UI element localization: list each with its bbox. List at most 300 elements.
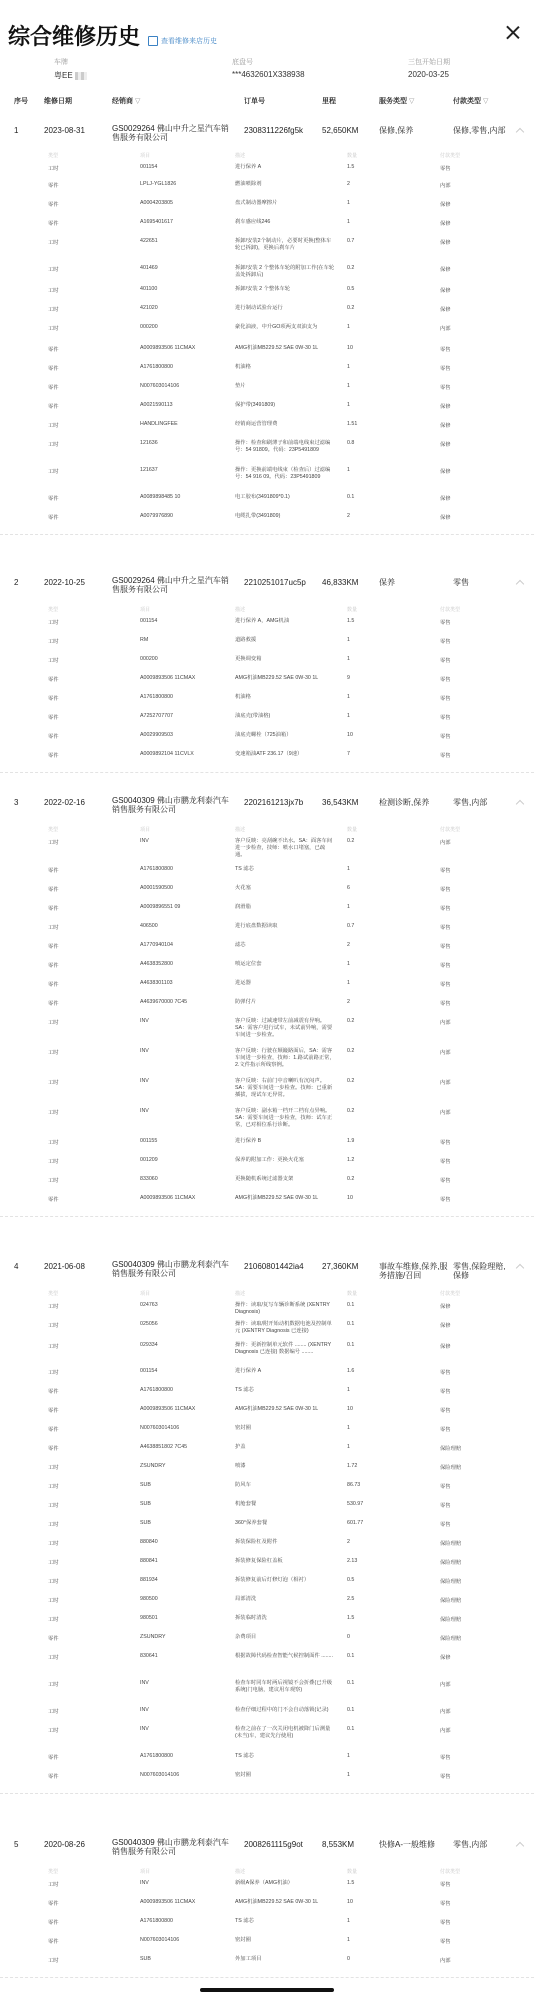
item-qty: 1.5 <box>347 1615 355 1621</box>
item-desc: 操作：读取/复写车辆诊断系统 (XENTRY Diagnosis) <box>235 1302 330 1315</box>
item-item: A4639670000 7C45 <box>140 999 188 1005</box>
item-desc: 拆装临时清洗 <box>235 1615 267 1621</box>
item-col-type: 类型 <box>48 153 59 159</box>
item-pay: 保险理赔 <box>440 1465 462 1471</box>
item-col-desc: 描述 <box>235 153 246 159</box>
item-item: SUB <box>140 1520 151 1526</box>
item-qty: 1.51 <box>347 421 358 427</box>
item-type: 零件 <box>48 982 59 988</box>
item-item: A0004203805 <box>140 200 173 206</box>
item-col-qty: 数量 <box>347 827 358 833</box>
item-type: 工时 <box>48 469 59 475</box>
item-item: INV <box>140 1018 149 1024</box>
item-item: ZSUNDRY <box>140 1463 166 1469</box>
item-pay: 零售 <box>440 1901 451 1907</box>
item-item: A0001590500 <box>140 885 173 891</box>
item-pay: 零售 <box>440 734 451 740</box>
item-col-type: 类型 <box>48 607 59 613</box>
item-pay: 内部 <box>440 1020 451 1026</box>
item-pay: 零售 <box>440 868 451 874</box>
item-col-item: 项目 <box>140 1291 151 1297</box>
item-item: 024763 <box>140 1302 158 1308</box>
item-desc: 护盖 <box>235 1444 246 1450</box>
item-item: HANDLINGFEE <box>140 421 178 427</box>
item-item: N007603014106 <box>140 1937 180 1943</box>
item-type: 工时 <box>48 1882 59 1888</box>
item-type: 零件 <box>48 202 59 208</box>
item-pay: 保险理赔 <box>440 1560 462 1566</box>
filter-icon[interactable]: ▽ <box>483 98 489 105</box>
item-desc: 拆卸/安装2个制动片，必要时更换(整体车轮已拆卸)，更换后刹车片 <box>235 238 332 251</box>
record-dealer: GS0029264 佛山中升之星汽车销售服务有限公司 <box>112 124 229 142</box>
item-desc: 机舱套餐 <box>235 1501 257 1507</box>
item-desc: 操作：更换前端电线束（检查后）过滤编号：54 916 09。代码：23P5491809 <box>235 467 331 480</box>
item-pay: 零售 <box>440 925 451 931</box>
record-order-number: 2210251017uc5p <box>244 578 306 587</box>
item-desc: 机油格 <box>235 694 251 700</box>
item-qty: 1 <box>347 200 350 206</box>
item-type: 零件 <box>48 1197 59 1203</box>
record-payment-type: 保修,零售,内部 <box>453 126 506 135</box>
item-type: 工时 <box>48 267 59 273</box>
page-header <box>0 0 534 55</box>
filter-icon[interactable]: ▽ <box>409 98 415 105</box>
item-desc: 检查车时同车时两后视镜不会折叠(已升级系统)门电脑，建议用车观察) <box>235 1680 333 1693</box>
item-qty: 1 <box>347 694 350 700</box>
item-desc: 防风车 <box>235 1482 251 1488</box>
item-desc: 客户反映：过减速带左前减震有异响。SA：需客户进行试车，未试前异响，需要车间进一步检查。 <box>235 1018 333 1038</box>
item-pay: 内部 <box>440 1728 451 1734</box>
col-date: 维修日期 <box>44 98 72 105</box>
item-item: 121636 <box>140 440 158 446</box>
item-type: 零件 <box>48 753 59 759</box>
item-type: 零件 <box>48 496 59 502</box>
item-qty: 1 <box>347 1444 350 1450</box>
item-item: 980501 <box>140 1615 158 1621</box>
record-divider <box>0 772 534 773</box>
item-qty: 9 <box>347 675 350 681</box>
item-qty: 1 <box>347 219 350 225</box>
record-date: 2021-06-08 <box>44 1262 85 1271</box>
item-col-desc: 描述 <box>235 827 246 833</box>
item-type: 工时 <box>48 1178 59 1184</box>
item-item: 880841 <box>140 1558 158 1564</box>
item-item: SUB <box>140 1482 151 1488</box>
item-type: 工时 <box>48 1080 59 1086</box>
item-qty: 0.1 <box>347 1707 355 1713</box>
item-qty: 1.5 <box>347 618 355 624</box>
item-desc: 拆装修复前后灯修灯泡（相衬） <box>235 1577 310 1583</box>
item-desc: 操作：读取/附开始动机数据电池及控制单元 (XENTRY Diagnosis 已连接) <box>235 1321 332 1334</box>
filter-icon[interactable]: ▽ <box>135 98 141 105</box>
item-pay: 保修 <box>440 267 451 273</box>
item-type: 工时 <box>48 423 59 429</box>
item-desc: 拆卸/安装 2 个整体车轮的附加工作(在车轮盖处拆卸后) <box>235 265 335 278</box>
item-qty: 0.1 <box>347 494 355 500</box>
item-type: 零件 <box>48 1901 59 1907</box>
item-desc: 客户反映：右前门中音喇叭有沉闷声。SA：需要车间进一步检查。技师：已重新插拔，现试车无异常。 <box>235 1078 333 1098</box>
item-col-desc: 描述 <box>235 1869 246 1875</box>
item-type: 工时 <box>48 1522 59 1528</box>
item-col-desc: 描述 <box>235 607 246 613</box>
item-desc: 保护带(3491809) <box>235 402 276 408</box>
item-qty: 10 <box>347 1195 353 1201</box>
item-qty: 2.5 <box>347 1596 355 1602</box>
item-qty: 10 <box>347 1899 353 1905</box>
item-desc: 豪化油液，中升GO项两支双油支为 <box>235 324 318 330</box>
item-type: 工时 <box>48 1655 59 1661</box>
record-dealer: GS0040309 佛山市鹏龙利泰汽车销售服务有限公司 <box>112 1838 229 1856</box>
item-pay: 保修 <box>440 442 451 448</box>
collapse-chevron-icon[interactable] <box>516 1262 524 1270</box>
item-desc: TS 滤芯 <box>235 1753 254 1759</box>
record-service-type: 快修A-一般维修 <box>379 1840 435 1849</box>
item-type: 工时 <box>48 1484 59 1490</box>
item-item: A0009893506 11CMAX <box>140 1899 196 1905</box>
item-qty: 0.5 <box>347 286 355 292</box>
item-item: N007603014106 <box>140 383 180 389</box>
warranty-start-label: 三包开始日期 <box>408 59 450 66</box>
item-qty: 0.2 <box>347 265 355 271</box>
collapse-chevron-icon[interactable] <box>516 126 524 134</box>
item-item: A1770940104 <box>140 942 173 948</box>
warranty-start-value: 2020-03-25 <box>408 70 449 79</box>
item-pay: 保修 <box>440 221 451 227</box>
item-desc: 经销商运营管理费 <box>235 421 278 427</box>
item-desc: 新级A保养（AMG机油） <box>235 1880 293 1886</box>
item-item: 000200 <box>140 656 158 662</box>
item-item: 833060 <box>140 1176 158 1182</box>
item-item: SUB <box>140 1501 151 1507</box>
collapse-chevron-icon[interactable] <box>516 578 524 586</box>
item-qty: 7 <box>347 751 350 757</box>
item-desc: 进行保养 A，AMG机油 <box>235 618 290 624</box>
item-pay: 零售 <box>440 1001 451 1007</box>
item-item: INV <box>140 1078 149 1084</box>
item-type: 零件 <box>48 868 59 874</box>
item-desc: 客户反映：副水箱一档开二档有点异响。SA：需要车间进一步检查，技师：试车正常，已对相位系行诊断。 <box>235 1108 333 1128</box>
item-qty: 10 <box>347 345 353 351</box>
record-divider <box>0 1216 534 1217</box>
close-icon[interactable] <box>505 24 521 40</box>
item-item: 422651 <box>140 238 158 244</box>
item-pay: 零售 <box>440 1178 451 1184</box>
collapse-chevron-icon[interactable] <box>516 798 524 806</box>
item-pay: 零售 <box>440 1140 451 1146</box>
table-header <box>0 96 534 110</box>
item-col-pay: 付款类型 <box>440 607 461 613</box>
item-qty: 0.1 <box>347 1321 355 1327</box>
item-type: 零件 <box>48 1755 59 1761</box>
item-pay: 零售 <box>440 1939 451 1945</box>
item-pay: 零售 <box>440 347 451 353</box>
item-desc: 进行保养 A <box>235 1368 262 1374</box>
record-index: 3 <box>14 798 19 807</box>
item-type: 工时 <box>48 1598 59 1604</box>
item-type: 工时 <box>48 1617 59 1623</box>
item-desc: AMG机油MB229.52 SAE 0W-30 1L <box>235 345 319 351</box>
item-qty: 0.1 <box>347 1653 355 1659</box>
item-type: 工时 <box>48 658 59 664</box>
collapse-chevron-icon[interactable] <box>516 1840 524 1848</box>
item-type: 零件 <box>48 404 59 410</box>
item-type: 工时 <box>48 840 59 846</box>
item-qty: 0.5 <box>347 1577 355 1583</box>
item-pay: 零售 <box>440 1427 451 1433</box>
item-item: A1761800800 <box>140 1387 173 1393</box>
col-service-type-label: 服务类型 <box>379 98 407 105</box>
item-item: RM <box>140 637 149 643</box>
item-item: SUB <box>140 1956 151 1962</box>
record-mileage: 27,360KM <box>322 1262 359 1271</box>
item-item: A0009893506 11CMAX <box>140 675 196 681</box>
item-desc: 道路救援 <box>235 637 257 643</box>
item-qty: 2 <box>347 999 350 1005</box>
item-col-item: 项目 <box>140 153 151 159</box>
item-pay: 零售 <box>440 1774 451 1780</box>
item-desc: 滤芯 <box>235 942 246 948</box>
item-pay: 零售 <box>440 696 451 702</box>
item-col-qty: 数量 <box>347 1291 358 1297</box>
item-pay: 零售 <box>440 1197 451 1203</box>
item-item: A0009892104 11CVLX <box>140 751 194 757</box>
item-type: 零件 <box>48 1920 59 1926</box>
item-qty: 0.1 <box>347 1680 355 1686</box>
item-item: 401100 <box>140 286 158 292</box>
item-pay: 内部 <box>440 1110 451 1116</box>
item-col-pay: 付款类型 <box>440 827 461 833</box>
item-qty: 0.2 <box>347 305 355 311</box>
item-desc: 密封圈 <box>235 1425 251 1431</box>
item-desc: 进运器 <box>235 980 251 986</box>
item-pay: 保修 <box>440 469 451 475</box>
item-pay: 零售 <box>440 166 451 172</box>
record-service-type: 保养 <box>379 578 395 587</box>
item-qty: 1 <box>347 364 350 370</box>
item-type: 工时 <box>48 1344 59 1350</box>
record-date: 2022-02-16 <box>44 798 85 807</box>
item-pay: 保修 <box>440 496 451 502</box>
item-col-pay: 付款类型 <box>440 1291 461 1297</box>
item-col-qty: 数量 <box>347 1869 358 1875</box>
item-item: 001209 <box>140 1157 158 1163</box>
item-type: 工时 <box>48 1709 59 1715</box>
item-item: 980500 <box>140 1596 158 1602</box>
item-pay: 保修 <box>440 307 451 313</box>
item-qty: 530.97 <box>347 1501 364 1507</box>
item-type: 零件 <box>48 677 59 683</box>
item-col-type: 类型 <box>48 827 59 833</box>
item-item: A1761800800 <box>140 694 173 700</box>
item-pay: 内部 <box>440 1709 451 1715</box>
item-type: 工时 <box>48 240 59 246</box>
item-type: 零件 <box>48 1446 59 1452</box>
col-mileage: 里程 <box>322 98 336 105</box>
item-type: 零件 <box>48 1408 59 1414</box>
item-pay: 保险理赔 <box>440 1636 462 1642</box>
item-type: 零件 <box>48 515 59 521</box>
item-pay: 保修 <box>440 1655 451 1661</box>
item-qty: 1 <box>347 383 350 389</box>
item-pay: 零售 <box>440 1882 451 1888</box>
record-order-number: 2202161213jx7b <box>244 798 304 807</box>
item-type: 零件 <box>48 696 59 702</box>
item-type: 工时 <box>48 1370 59 1376</box>
item-desc: 油底壳(带油格) <box>235 713 271 719</box>
item-pay: 保险理赔 <box>440 1541 462 1547</box>
item-item: A4638352800 <box>140 961 173 967</box>
item-type: 零件 <box>48 887 59 893</box>
record-service-type: 检测诊断,保养 <box>379 798 430 807</box>
item-pay: 保修 <box>440 423 451 429</box>
item-pay: 保险理赔 <box>440 1617 462 1623</box>
item-type: 工时 <box>48 1579 59 1585</box>
item-pay: 保修 <box>440 202 451 208</box>
item-item: A0029909503 <box>140 732 173 738</box>
item-qty: 1 <box>347 1387 350 1393</box>
item-col-desc: 描述 <box>235 1291 246 1297</box>
item-col-qty: 数量 <box>347 153 358 159</box>
item-type: 工时 <box>48 1323 59 1329</box>
repair-visit-history-link[interactable] <box>148 36 217 46</box>
item-pay: 保险理赔 <box>440 1579 462 1585</box>
item-pay: 保修 <box>440 515 451 521</box>
item-type: 零件 <box>48 366 59 372</box>
record-index: 1 <box>14 126 19 135</box>
item-qty: 2 <box>347 1539 350 1545</box>
item-pay: 保修 <box>440 404 451 410</box>
item-item: N007603014106 <box>140 1772 180 1778</box>
item-item: INV <box>140 1726 149 1732</box>
item-desc: 保养的附加工作：更换火花塞 <box>235 1157 304 1163</box>
item-qty: 1.72 <box>347 1463 358 1469</box>
item-item: A0009893506 11CMAX <box>140 345 196 351</box>
item-item: LPLJ-YGL1826 <box>140 181 177 187</box>
item-pay: 内部 <box>440 840 451 846</box>
item-desc: AMG机油MB229.52 SAE 0W-30 1L <box>235 675 319 681</box>
col-payment-type-label: 付款类型 <box>453 98 481 105</box>
item-pay: 零售 <box>440 963 451 969</box>
item-pay: 零售 <box>440 1408 451 1414</box>
item-qty: 1 <box>347 324 350 330</box>
item-qty: 1 <box>347 961 350 967</box>
item-desc: AMG机油MB229.52 SAE 0W-30 1L <box>235 1899 319 1905</box>
item-qty: 2 <box>347 181 350 187</box>
item-item: 000200 <box>140 324 158 330</box>
item-desc: 更换调变箱 <box>235 656 262 662</box>
item-desc: 润滑脂 <box>235 904 251 910</box>
col-service-type[interactable] <box>379 96 414 106</box>
item-qty: 2 <box>347 513 350 519</box>
item-type: 零件 <box>48 221 59 227</box>
item-pay: 内部 <box>440 1050 451 1056</box>
item-col-item: 项目 <box>140 827 151 833</box>
item-item: 421020 <box>140 305 158 311</box>
item-desc: 操作：检查和刷薄子和前端电线束过滤编号：54 91809。代码：23P5491809 <box>235 440 331 453</box>
item-qty: 1.5 <box>347 1880 355 1886</box>
item-desc: 拆卸/安装 2 个整体车轮 <box>235 286 291 292</box>
item-pay: 零售 <box>440 753 451 759</box>
record-mileage: 46,833KM <box>322 578 359 587</box>
item-desc: 喷运定位套 <box>235 961 262 967</box>
record-service-type: 保修,保养 <box>379 126 414 135</box>
item-item: 880840 <box>140 1539 158 1545</box>
item-item: INV <box>140 1880 149 1886</box>
item-desc: 密封圈 <box>235 1937 251 1943</box>
item-pay: 零售 <box>440 887 451 893</box>
item-qty: 1 <box>347 1937 350 1943</box>
item-qty: 1.6 <box>347 1368 355 1374</box>
item-type: 工时 <box>48 307 59 313</box>
record-order-number: 21060801442ia4 <box>244 1262 304 1271</box>
item-qty: 1 <box>347 713 350 719</box>
item-type: 工时 <box>48 1958 59 1964</box>
item-pay: 零售 <box>440 385 451 391</box>
item-item: A0009896551 09 <box>140 904 181 910</box>
item-qty: 86.73 <box>347 1482 361 1488</box>
record-date: 2023-08-31 <box>44 126 85 135</box>
col-payment-type[interactable] <box>453 96 488 106</box>
item-item: INV <box>140 1707 149 1713</box>
item-type: 工时 <box>48 166 59 172</box>
record-order-number: 2308311226fg5k <box>244 126 304 135</box>
item-qty: 601.77 <box>347 1520 364 1526</box>
col-dealer-label: 经销商 <box>112 98 133 105</box>
item-item: 001154 <box>140 1368 158 1374</box>
item-qty: 0.2 <box>347 1078 355 1084</box>
item-type: 零件 <box>48 1427 59 1433</box>
item-item: 401469 <box>140 265 158 271</box>
record-payment-type: 零售,保险理赔,保修 <box>453 1262 506 1280</box>
item-type: 工时 <box>48 1465 59 1471</box>
item-pay: 保修 <box>440 1304 451 1310</box>
item-desc: 进行制动试验台运行 <box>235 305 283 311</box>
item-item: 001154 <box>140 618 158 624</box>
item-item: 881934 <box>140 1577 158 1583</box>
item-type: 零件 <box>48 183 59 189</box>
item-type: 工时 <box>48 1728 59 1734</box>
item-desc: 杂费项目 <box>235 1634 257 1640</box>
item-qty: 1 <box>347 866 350 872</box>
item-type: 工时 <box>48 288 59 294</box>
col-dealer[interactable] <box>112 96 140 106</box>
item-type: 工时 <box>48 1682 59 1688</box>
item-qty: 0.1 <box>347 1342 355 1348</box>
item-desc: 燃油喷除剂 <box>235 181 262 187</box>
item-item: 001154 <box>140 164 158 170</box>
item-pay: 零售 <box>440 1389 451 1395</box>
item-desc: 检查仔细过程中的门不会自动落锁(记录) <box>235 1707 329 1713</box>
record-mileage: 36,543KM <box>322 798 359 807</box>
item-desc: 360°保养套餐 <box>235 1520 268 1526</box>
item-item: INV <box>140 1108 149 1114</box>
chassis-label: 底盘号 <box>232 59 253 66</box>
item-item: 830641 <box>140 1653 158 1659</box>
item-col-qty: 数量 <box>347 607 358 613</box>
item-desc: 操作：更新控制单元软件 ........ (XENTRY Diagnosis 已连接) 数据编号 ........ <box>235 1342 332 1355</box>
item-type: 零件 <box>48 715 59 721</box>
item-type: 工时 <box>48 1304 59 1310</box>
item-pay: 保修 <box>440 288 451 294</box>
item-pay: 保修 <box>440 1323 451 1329</box>
item-item: A1761800800 <box>140 364 173 370</box>
item-qty: 1 <box>347 1918 350 1924</box>
item-item: A0089898485 10 <box>140 494 181 500</box>
item-qty: 1 <box>347 980 350 986</box>
item-item: A4638301103 <box>140 980 173 986</box>
chassis-value: ***4632601X338938 <box>232 70 305 79</box>
item-type: 零件 <box>48 1774 59 1780</box>
